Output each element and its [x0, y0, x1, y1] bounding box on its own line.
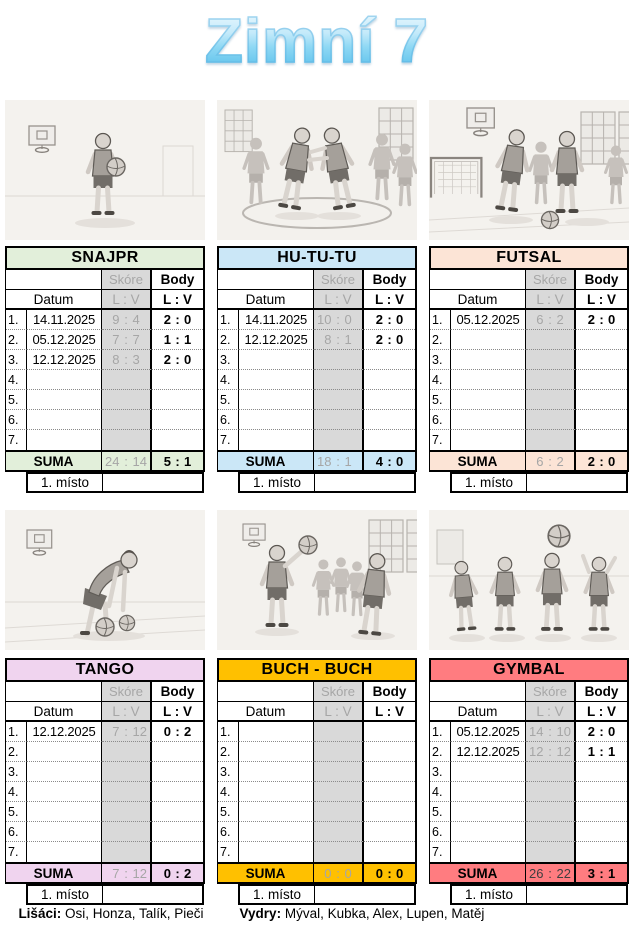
- row-number: 1.: [6, 310, 27, 330]
- col-subheader-skore-lv: L : V: [102, 290, 152, 310]
- first-place-value: [315, 474, 414, 491]
- team-score-table: [217, 270, 417, 472]
- match-row: [218, 742, 415, 762]
- match-score: 7 : 7: [112, 332, 140, 347]
- suma-score-value: 6 : 2: [536, 453, 564, 469]
- match-date: [451, 430, 526, 450]
- col-subheader-skore-lv: L : V: [526, 702, 576, 722]
- row-number: 2.: [430, 330, 451, 350]
- match-row: [218, 390, 415, 410]
- header-spacer: [6, 682, 102, 702]
- col-header-body: Body: [152, 682, 203, 702]
- match-row: [6, 430, 203, 450]
- match-date: [27, 410, 102, 430]
- row-number: 7.: [6, 842, 27, 862]
- match-date: [451, 822, 526, 842]
- suma-label: SUMA: [430, 862, 526, 882]
- team-card-6: [429, 658, 629, 905]
- row-number: 3.: [6, 762, 27, 782]
- match-row: [218, 350, 415, 370]
- match-date: [239, 722, 314, 742]
- match-date: [451, 842, 526, 862]
- match-row: [430, 722, 627, 742]
- row-number: 4.: [218, 782, 239, 802]
- roster-lisaci-names: Osi, Honza, Talík, Pieči: [64, 906, 204, 921]
- first-place-value: [103, 474, 202, 491]
- suma-points-value: 0 : 2: [163, 865, 192, 881]
- col-header-skore: Skóre: [526, 270, 576, 290]
- match-date: [239, 842, 314, 862]
- header-spacer: [218, 270, 314, 290]
- suma-row: [218, 450, 415, 470]
- suma-row: [6, 450, 203, 470]
- match-date: [239, 802, 314, 822]
- match-row: [430, 782, 627, 802]
- match-date: [451, 782, 526, 802]
- col-header-skore: Skóre: [102, 682, 152, 702]
- team-name: GYMBAL: [429, 658, 629, 682]
- team-name: TANGO: [5, 658, 205, 682]
- match-date: [239, 782, 314, 802]
- row-number: 3.: [218, 350, 239, 370]
- match-row: [218, 410, 415, 430]
- first-place-row: [450, 884, 628, 905]
- match-row: [218, 762, 415, 782]
- roster-vydry-label: Vydry:: [239, 906, 282, 921]
- header-spacer: [6, 270, 102, 290]
- match-row: [6, 782, 203, 802]
- team-score-table: [429, 270, 629, 472]
- team-card-4: [5, 658, 205, 905]
- suma-label: SUMA: [6, 450, 102, 470]
- match-row: [430, 762, 627, 782]
- row-number: 3.: [430, 762, 451, 782]
- match-row: [218, 782, 415, 802]
- col-header-datum: Datum: [218, 702, 314, 722]
- match-score: 6 : 2: [536, 312, 564, 327]
- match-date: [239, 822, 314, 842]
- match-date: [239, 762, 314, 782]
- match-row: [430, 430, 627, 450]
- row-number: 4.: [6, 782, 27, 802]
- suma-row: [430, 862, 627, 882]
- row-number: 7.: [218, 430, 239, 450]
- match-row: [218, 430, 415, 450]
- match-date: [27, 762, 102, 782]
- match-date: [451, 390, 526, 410]
- illustration-snajpr: [5, 100, 205, 240]
- match-date: [451, 802, 526, 822]
- col-header-skore: Skóre: [314, 682, 364, 702]
- match-row: [430, 410, 627, 430]
- row-number: 4.: [6, 370, 27, 390]
- row-number: 7.: [6, 430, 27, 450]
- col-subheader-body-lv: L : V: [364, 702, 415, 722]
- col-header-skore: Skóre: [314, 270, 364, 290]
- match-date: [451, 350, 526, 370]
- team-card-1: [5, 246, 205, 493]
- suma-row: [218, 862, 415, 882]
- page-title: Zimní 7: [204, 7, 430, 76]
- suma-label: SUMA: [430, 450, 526, 470]
- match-date: [239, 430, 314, 450]
- match-date: 12.12.2025: [27, 722, 102, 742]
- col-subheader-body-lv: L : V: [576, 290, 627, 310]
- match-row: [218, 310, 415, 330]
- match-date: [27, 742, 102, 762]
- match-row: [430, 842, 627, 862]
- row-number: 5.: [430, 802, 451, 822]
- col-header-datum: Datum: [6, 290, 102, 310]
- match-row: [6, 350, 203, 370]
- header-spacer: [430, 270, 526, 290]
- match-row: [6, 330, 203, 350]
- row-number: 7.: [430, 842, 451, 862]
- col-header-skore: Skóre: [526, 682, 576, 702]
- match-points: 2 : 0: [587, 724, 616, 739]
- col-header-body: Body: [576, 270, 627, 290]
- team-name: HU-TU-TU: [217, 246, 417, 270]
- team-name: BUCH - BUCH: [217, 658, 417, 682]
- match-date: 12.12.2025: [239, 330, 314, 350]
- row-number: 1.: [218, 310, 239, 330]
- page-header: [0, 6, 634, 77]
- row-number: 6.: [6, 410, 27, 430]
- match-row: [6, 370, 203, 390]
- col-header-body: Body: [576, 682, 627, 702]
- first-place-value: [527, 474, 626, 491]
- match-date: 05.12.2025: [451, 310, 526, 330]
- row-number: 7.: [218, 842, 239, 862]
- first-place-label: 1. místo: [452, 886, 527, 903]
- suma-row: [430, 450, 627, 470]
- team-card-2: [217, 246, 417, 493]
- team-name: FUTSAL: [429, 246, 629, 270]
- first-place-value: [315, 886, 414, 903]
- header-spacer: [218, 682, 314, 702]
- row-number: 4.: [218, 370, 239, 390]
- row-number: 3.: [6, 350, 27, 370]
- row-number: 1.: [218, 722, 239, 742]
- match-row: [430, 390, 627, 410]
- match-row: [6, 842, 203, 862]
- first-place-row: [450, 472, 628, 493]
- suma-points-value: 5 : 1: [163, 453, 192, 469]
- team-score-table: [5, 682, 205, 884]
- match-row: [218, 822, 415, 842]
- roster-lisaci: [5, 906, 217, 921]
- match-date: [451, 330, 526, 350]
- match-row: [6, 722, 203, 742]
- suma-score-value: 0 : 0: [324, 865, 352, 881]
- match-score: 7 : 12: [112, 724, 147, 739]
- match-date: 14.11.2025: [239, 310, 314, 330]
- match-row: [218, 370, 415, 390]
- match-points: 2 : 0: [163, 352, 192, 367]
- row-number: 1.: [430, 722, 451, 742]
- col-header-datum: Datum: [6, 702, 102, 722]
- suma-points-value: 2 : 0: [587, 453, 616, 469]
- row-number: 5.: [218, 802, 239, 822]
- col-subheader-body-lv: L : V: [152, 290, 203, 310]
- suma-label: SUMA: [6, 862, 102, 882]
- col-header-body: Body: [364, 682, 415, 702]
- illustration-buchbuch: [217, 510, 417, 650]
- match-date: 05.12.2025: [451, 722, 526, 742]
- match-points: 2 : 0: [587, 312, 616, 327]
- match-score: 10 : 0: [317, 312, 352, 327]
- match-row: [6, 310, 203, 330]
- suma-points-value: 0 : 0: [375, 865, 404, 881]
- illustration-tango: [5, 510, 205, 650]
- match-date: [27, 822, 102, 842]
- col-header-body: Body: [364, 270, 415, 290]
- match-score: 12 : 12: [529, 744, 571, 759]
- match-date: [27, 802, 102, 822]
- suma-points-value: 4 : 0: [375, 453, 404, 469]
- match-score: 8 : 3: [112, 352, 140, 367]
- row-number: 3.: [218, 762, 239, 782]
- suma-score-value: 24 : 14: [105, 453, 147, 469]
- suma-label: SUMA: [218, 862, 314, 882]
- suma-points-value: 3 : 1: [587, 865, 616, 881]
- match-row: [430, 822, 627, 842]
- col-subheader-skore-lv: L : V: [314, 702, 364, 722]
- team-score-table: [429, 682, 629, 884]
- match-score: 8 : 1: [324, 332, 352, 347]
- match-date: [239, 410, 314, 430]
- match-date: [239, 390, 314, 410]
- col-header-datum: Datum: [430, 702, 526, 722]
- row-number: 5.: [6, 390, 27, 410]
- roster-vydry-names: Mýval, Kubka, Alex, Lupen, Matěj: [284, 906, 485, 921]
- suma-score-value: 7 : 12: [112, 865, 147, 881]
- illustration-futsal: [429, 100, 629, 240]
- team-card-5: [217, 658, 417, 905]
- match-row: [6, 802, 203, 822]
- row-number: 5.: [430, 390, 451, 410]
- match-points: 0 : 2: [163, 724, 192, 739]
- match-row: [430, 370, 627, 390]
- match-date: 12.12.2025: [27, 350, 102, 370]
- match-date: [27, 370, 102, 390]
- illustration-gymbal: [429, 510, 629, 650]
- first-place-label: 1. místo: [28, 474, 103, 491]
- first-place-value: [527, 886, 626, 903]
- suma-score-value: 26 : 22: [529, 865, 571, 881]
- col-subheader-body-lv: L : V: [152, 702, 203, 722]
- match-row: [430, 330, 627, 350]
- match-date: [451, 410, 526, 430]
- row-number: 2.: [6, 330, 27, 350]
- match-row: [6, 822, 203, 842]
- match-row: [430, 310, 627, 330]
- team-score-table: [5, 270, 205, 472]
- first-place-label: 1. místo: [240, 474, 315, 491]
- row-number: 6.: [218, 410, 239, 430]
- row-number: 5.: [6, 802, 27, 822]
- team-card-3: [429, 246, 629, 493]
- match-date: [451, 762, 526, 782]
- roster-lisaci-label: Lišáci:: [18, 906, 62, 921]
- match-date: [27, 390, 102, 410]
- row-number: 7.: [430, 430, 451, 450]
- row-number: 6.: [218, 822, 239, 842]
- team-score-table: [217, 682, 417, 884]
- first-place-row: [238, 884, 416, 905]
- match-row: [218, 802, 415, 822]
- match-date: [27, 842, 102, 862]
- first-place-label: 1. místo: [28, 886, 103, 903]
- match-row: [6, 390, 203, 410]
- first-place-row: [238, 472, 416, 493]
- illustrations-row-1: [5, 100, 629, 240]
- row-number: 1.: [6, 722, 27, 742]
- match-date: [451, 370, 526, 390]
- match-row: [430, 350, 627, 370]
- suma-row: [6, 862, 203, 882]
- row-number: 6.: [430, 410, 451, 430]
- match-date: [239, 742, 314, 762]
- match-row: [218, 842, 415, 862]
- row-number: 2.: [6, 742, 27, 762]
- row-number: 2.: [430, 742, 451, 762]
- col-header-datum: Datum: [430, 290, 526, 310]
- match-row: [6, 742, 203, 762]
- row-number: 6.: [430, 822, 451, 842]
- row-number: 1.: [430, 310, 451, 330]
- match-points: 2 : 0: [375, 332, 404, 347]
- suma-label: SUMA: [218, 450, 314, 470]
- roster-vydry: [212, 906, 512, 921]
- match-row: [6, 410, 203, 430]
- match-row: [218, 722, 415, 742]
- match-row: [430, 802, 627, 822]
- row-number: 2.: [218, 742, 239, 762]
- tables-row-2: [5, 658, 629, 905]
- match-row: [6, 762, 203, 782]
- row-number: 3.: [430, 350, 451, 370]
- first-place-label: 1. místo: [452, 474, 527, 491]
- match-date: 14.11.2025: [27, 310, 102, 330]
- col-subheader-body-lv: L : V: [576, 702, 627, 722]
- illustrations-row-2: [5, 510, 629, 650]
- match-date: [27, 430, 102, 450]
- team-name: SNAJPR: [5, 246, 205, 270]
- row-number: 2.: [218, 330, 239, 350]
- suma-score-value: 18 : 1: [317, 453, 352, 469]
- match-date: 12.12.2025: [451, 742, 526, 762]
- col-header-datum: Datum: [218, 290, 314, 310]
- row-number: 6.: [6, 822, 27, 842]
- first-place-value: [103, 886, 202, 903]
- col-header-body: Body: [152, 270, 203, 290]
- col-subheader-skore-lv: L : V: [314, 290, 364, 310]
- match-date: 05.12.2025: [27, 330, 102, 350]
- row-number: 4.: [430, 370, 451, 390]
- col-subheader-body-lv: L : V: [364, 290, 415, 310]
- match-row: [430, 742, 627, 762]
- match-points: 1 : 1: [163, 332, 192, 347]
- header-spacer: [430, 682, 526, 702]
- row-number: 5.: [218, 390, 239, 410]
- match-points: 2 : 0: [375, 312, 404, 327]
- match-points: 2 : 0: [163, 312, 192, 327]
- match-score: 9 : 4: [112, 312, 140, 327]
- first-place-row: [26, 472, 204, 493]
- match-points: 1 : 1: [587, 744, 616, 759]
- col-subheader-skore-lv: L : V: [526, 290, 576, 310]
- tables-row-1: [5, 246, 629, 493]
- match-score: 14 : 10: [529, 724, 571, 739]
- first-place-label: 1. místo: [240, 886, 315, 903]
- first-place-row: [26, 884, 204, 905]
- illustration-hututu: [217, 100, 417, 240]
- col-header-skore: Skóre: [102, 270, 152, 290]
- match-date: [27, 782, 102, 802]
- match-date: [239, 370, 314, 390]
- col-subheader-skore-lv: L : V: [102, 702, 152, 722]
- match-row: [218, 330, 415, 350]
- row-number: 4.: [430, 782, 451, 802]
- match-date: [239, 350, 314, 370]
